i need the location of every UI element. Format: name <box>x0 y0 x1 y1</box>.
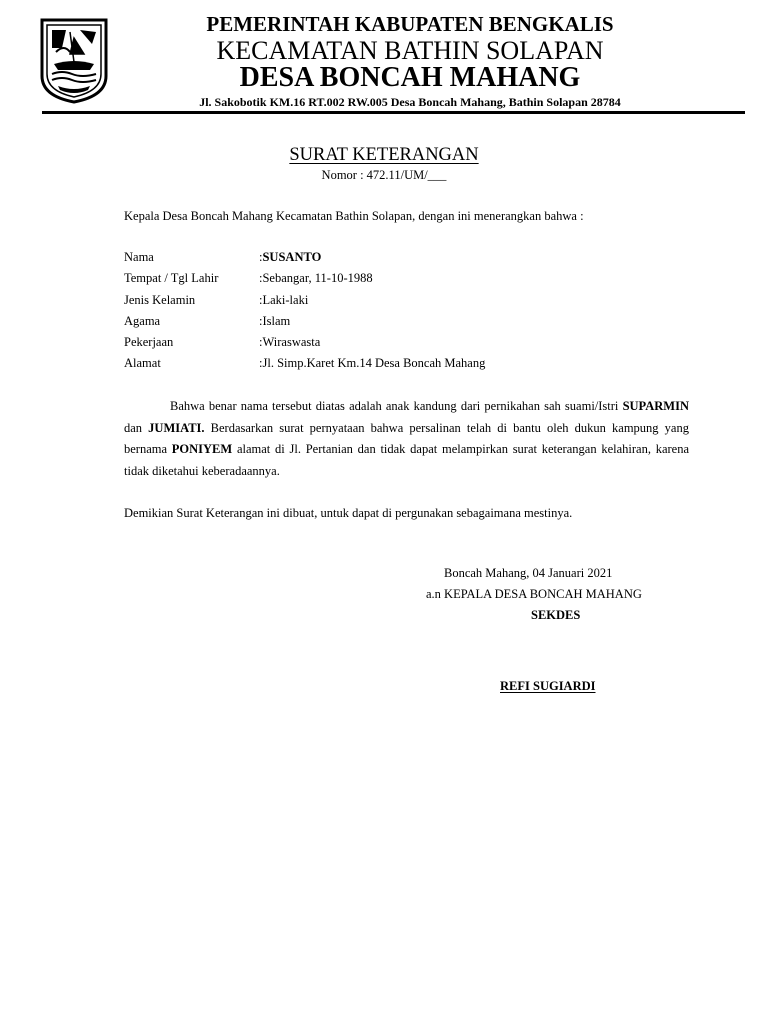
signatory-name: REFI SUGIARDI <box>500 679 596 693</box>
field-label: Jenis Kelamin <box>124 292 196 307</box>
letterhead-district: KECAMATAN BATHIN SOLAPAN <box>216 36 604 65</box>
field-separator: : <box>259 335 263 350</box>
field-value-birth: Sebangar, 11-10-1988 <box>262 271 373 286</box>
field-label: Nama <box>124 250 154 264</box>
midwife-name: PONIYEM <box>171 442 233 456</box>
signature-position: SEKDES <box>531 608 581 622</box>
field-row-name <box>124 250 485 271</box>
letterhead-government: PEMERINTAH KABUPATEN BENGKALIS <box>206 12 614 36</box>
field-row-religion <box>124 314 485 335</box>
field-value-occupation: Wiraswasta <box>262 335 321 350</box>
field-label: Tempat / Tgl Lahir <box>124 271 219 286</box>
field-row-gender <box>124 293 485 314</box>
intro-text: Kepala Desa Boncah Mahang Kecamatan Bathin Solapan, dengan ini menerangkan bahwa : <box>124 209 584 223</box>
mother-name: JUMIATI. <box>148 420 205 435</box>
field-row-address <box>124 356 485 377</box>
field-separator: : <box>259 271 263 286</box>
statement-paragraph <box>124 396 689 482</box>
paragraph-text: dan <box>124 420 149 435</box>
paragraph-text: Bahwa benar nama tersebut diatas adalah anak kandung dari pernikahan sah suami/Istri <box>170 399 623 413</box>
field-separator: : <box>259 313 263 328</box>
field-value-gender: Laki-laki <box>262 292 309 307</box>
letterhead-divider <box>42 111 745 114</box>
field-row-birth <box>124 271 485 292</box>
paragraph-text: alamat di Jl. Pertanian dan tidak dapat melampirkan surat keterangan kelahiran, karena tidak diketahui keberadaannya. <box>124 442 689 478</box>
field-label: Pekerjaan <box>124 335 174 350</box>
document-number: Nomor : 472.11/UM/___ <box>321 168 447 182</box>
field-label: Agama <box>124 313 161 328</box>
identity-fields <box>124 250 485 378</box>
signature-on-behalf: a.n KEPALA DESA BONCAH MAHANG <box>426 587 642 601</box>
father-name: SUPARMIN <box>622 399 689 413</box>
letterhead-village: DESA BONCAH MAHANG <box>239 62 581 93</box>
field-label: Alamat <box>124 356 161 371</box>
field-row-occupation <box>124 335 485 356</box>
field-value-address: Jl. Simp.Karet Km.14 Desa Boncah Mahang <box>262 356 486 371</box>
field-separator: : <box>259 356 263 371</box>
field-separator: : <box>259 250 263 264</box>
field-separator: : <box>259 292 263 307</box>
document-title: SURAT KETERANGAN <box>289 145 479 165</box>
field-value-name: SUSANTO <box>262 250 322 264</box>
signature-place-date: Boncah Mahang, 04 Januari 2021 <box>444 566 613 580</box>
field-value-religion: Islam <box>262 313 291 328</box>
paragraph-text: Berdasarkan surat pernyataan bahwa persalinan telah di bantu oleh dukun kampung yang bernama <box>124 420 689 456</box>
closing-paragraph: Demikian Surat Keterangan ini dibuat, untuk dapat di pergunakan sebagaimana mestinya. <box>124 506 573 520</box>
letterhead-address: Jl. Sakobotik KM.16 RT.002 RW.005 Desa Boncah Mahang, Bathin Solapan 28784 <box>199 95 621 109</box>
